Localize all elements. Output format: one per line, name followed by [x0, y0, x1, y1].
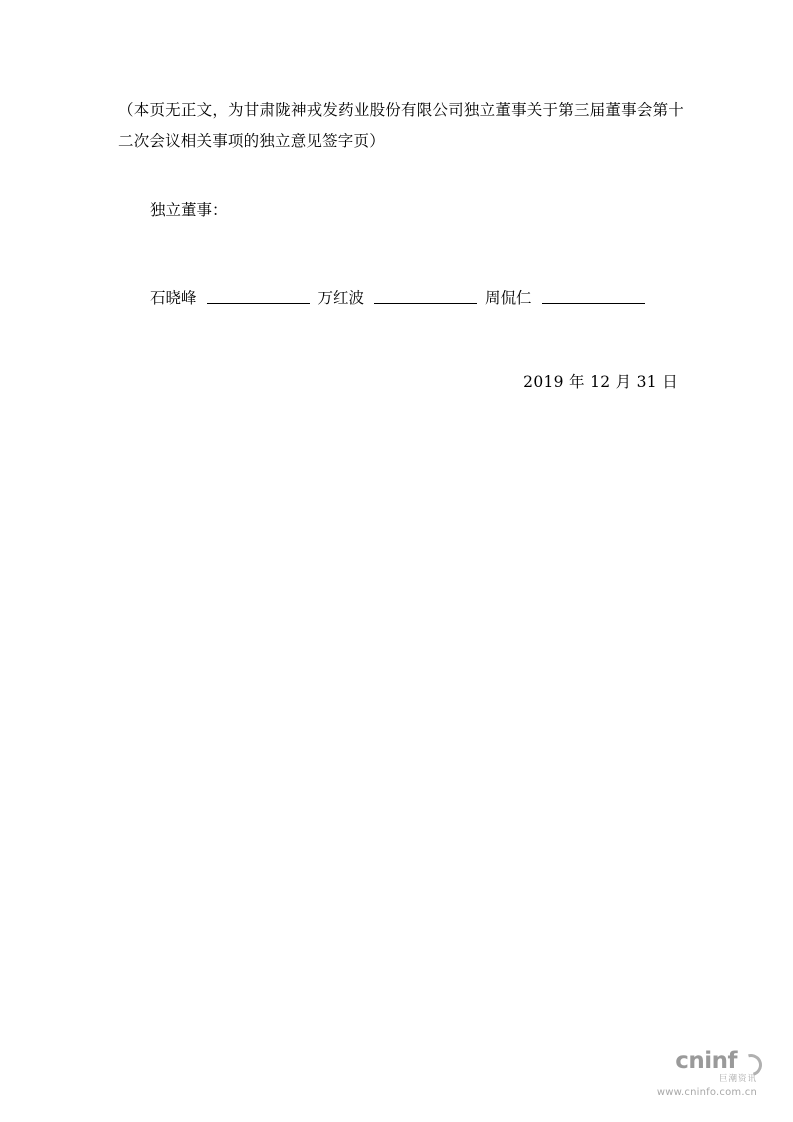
watermark-logo-text: cninf: [675, 1048, 737, 1074]
signature-line[interactable]: [207, 302, 310, 304]
watermark-url: www.cninfo.com.cn: [656, 1087, 757, 1098]
document-date: 2019 年 12 月 31 日: [523, 373, 678, 391]
signer-name: 周侃仁: [485, 289, 532, 307]
watermark-subtitle: 巨潮资讯: [718, 1074, 757, 1084]
signer-name: 石晓峰: [150, 289, 197, 307]
document-content: [118, 95, 684, 392]
watermark: [657, 1048, 757, 1098]
signature-row: [150, 286, 684, 308]
signature-line[interactable]: [542, 302, 645, 304]
watermark-logo: [657, 1048, 757, 1074]
body-paragraph: （本页无正文，为甘肃陇神戎发药业股份有限公司独立董事关于第三届董事会第十二次会议相关事项的独立意见签字页）: [118, 101, 684, 150]
signature-label: 独立董事：: [150, 201, 228, 219]
signer-name: 万红波: [317, 289, 365, 307]
swoosh-icon: [740, 1053, 757, 1070]
signature-line[interactable]: [374, 302, 477, 304]
